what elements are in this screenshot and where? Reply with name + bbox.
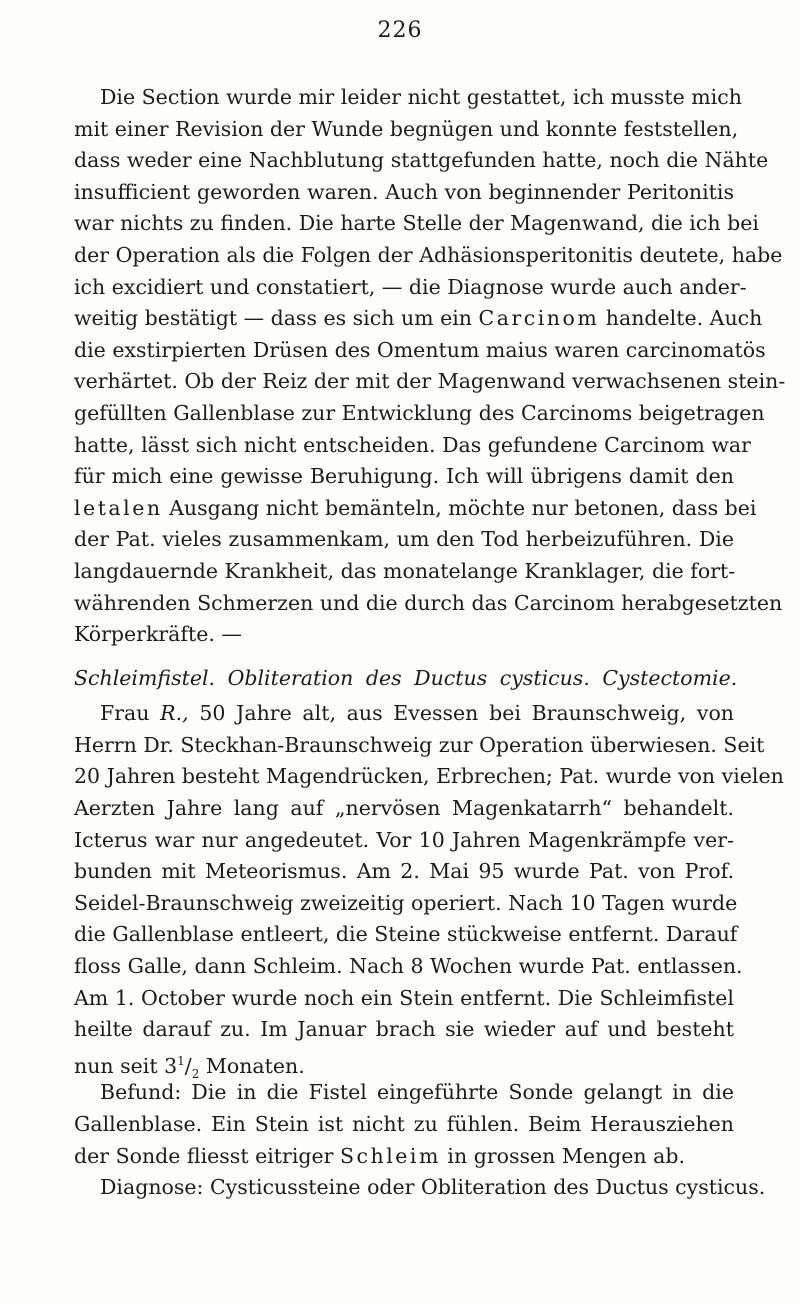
- text-line: 20 Jahren besteht Magendrücken, Erbrechen; Pat. wurde von vielen: [74, 764, 784, 789]
- text-line: [74, 1077, 734, 1109]
- text-line: [74, 1172, 766, 1204]
- diagnosis-label: Diagnose:: [100, 1175, 204, 1200]
- text-line: Die Section wurde mir leider nicht gestattet, ich musste mich: [100, 85, 742, 109]
- emphasized-word: Carcinom: [478, 306, 600, 331]
- text-fragment: Die in die Fistel eingeführte Sonde gelangt in die: [191, 1080, 734, 1105]
- text-line: gefüllten Gallenblase zur Entwicklung des Carcinoms beigetragen: [74, 400, 765, 425]
- text-fragment: 50 Jahre alt, aus Evessen bei Braunschweig, von: [199, 701, 734, 726]
- text-line: nun seit $3^1/_2$ Monaten.: [74, 1053, 305, 1081]
- body-text: [74, 82, 786, 1204]
- text-line: Körperkräfte. —: [74, 622, 242, 647]
- text-line: langdauernde Krankheit, das monatelange Kranklager, die fort-: [74, 558, 736, 583]
- text-fragment: weitig bestätigt — dass es sich um ein: [74, 306, 472, 331]
- text-line: bunden mit Meteorismus. Am 2. Mai 95 wurde Pat. von Prof.: [74, 859, 734, 884]
- text-line: war nichts zu finden. Die harte Stelle der Magenwand, die ich bei: [74, 211, 759, 236]
- text-fragment: handelte. Auch: [605, 306, 763, 331]
- text-line: insufficient geworden waren. Auch von beginnender Peritonitis: [74, 179, 734, 204]
- fraction-numerator: 1: [177, 1053, 185, 1068]
- text-line: [74, 303, 763, 335]
- page-number: 226: [377, 18, 423, 43]
- emphasized-word: Schleim: [339, 1143, 441, 1168]
- fraction-denominator: 2: [191, 1066, 200, 1081]
- text-line: [74, 493, 757, 525]
- text-line: [74, 1141, 734, 1173]
- text-line: Icterus war nur angedeutet. Vor 10 Jahren Magenkrämpfe ver-: [74, 827, 734, 852]
- text-line: Aerzten Jahre lang auf „nervösen Magenkatarrh“ behandelt.: [74, 796, 734, 821]
- text-fragment: Monaten.: [205, 1053, 305, 1078]
- text-line: die exstirpierten Drüsen des Omentum maius waren carcinomatös: [74, 337, 766, 362]
- text-fragment: der Sonde fliesst eitriger: [74, 1143, 334, 1168]
- text-line: mit einer Revision der Wunde begnügen und konnte feststellen,: [74, 116, 739, 141]
- text-line: heilte darauf zu. Im Januar brach sie wieder auf und besteht: [74, 1017, 734, 1042]
- emphasized-word: letalen: [74, 495, 163, 520]
- text-fragment: nun seit 3: [74, 1053, 178, 1078]
- text-line: ich excidiert und constatiert, — die Diagnose wurde auch ander-: [74, 274, 747, 299]
- finding-label: Befund:: [100, 1080, 182, 1105]
- text-line: floss Galle, dann Schleim. Nach 8 Wochen wurde Pat. entlassen.: [74, 954, 743, 979]
- patient-initial: R.,: [160, 701, 189, 726]
- text-line: Herrn Dr. Steckhan-Braunschweig zur Operation überwiesen. Seit: [74, 732, 765, 757]
- text-fragment: in grossen Mengen ab.: [447, 1143, 686, 1168]
- text-fragment: Ausgang nicht bemänteln, möchte nur betonen, dass bei: [169, 495, 757, 520]
- text-line: hatte, lässt sich nicht entscheiden. Das gefundene Carcinom war: [74, 432, 751, 457]
- text-line: für mich eine gewisse Beruhigung. Ich will übrigens damit den: [74, 464, 734, 489]
- text-line: Seidel-Braunschweig zweizeitig operiert. Nach 10 Tagen wurde: [74, 890, 738, 915]
- text-line: Gallenblase. Ein Stein ist nicht zu fühlen. Beim Herausziehen: [74, 1112, 734, 1136]
- text-fragment: Cysticussteine oder Obliteration des Ductus cysticus.: [209, 1175, 766, 1200]
- section-heading: Schleimfistel. Obliteration des Ductus cysticus. Cystectomie.: [74, 665, 738, 690]
- text-line: Am 1. October wurde noch ein Stein entfernt. Die Schleimfistel: [74, 985, 734, 1010]
- text-line: währenden Schmerzen und die durch das Carcinom herabgesetzten: [74, 590, 783, 615]
- text-line: der Pat. vieles zusammenkam, um den Tod herbeizuführen. Die: [74, 527, 734, 552]
- text-line: der Operation als die Folgen der Adhäsionsperitonitis deutete, habe: [74, 242, 783, 267]
- text-line: [74, 698, 734, 730]
- text-line: verhärtet. Ob der Reiz der mit der Magenwand verwachsenen stein-: [74, 369, 786, 394]
- text-line: dass weder eine Nachblutung stattgefunden hatte, noch die Nähte: [74, 148, 769, 173]
- text-fragment: Frau: [100, 701, 150, 726]
- text-line: die Gallenblase entleert, die Steine stückweise entfernt. Darauf: [74, 922, 738, 947]
